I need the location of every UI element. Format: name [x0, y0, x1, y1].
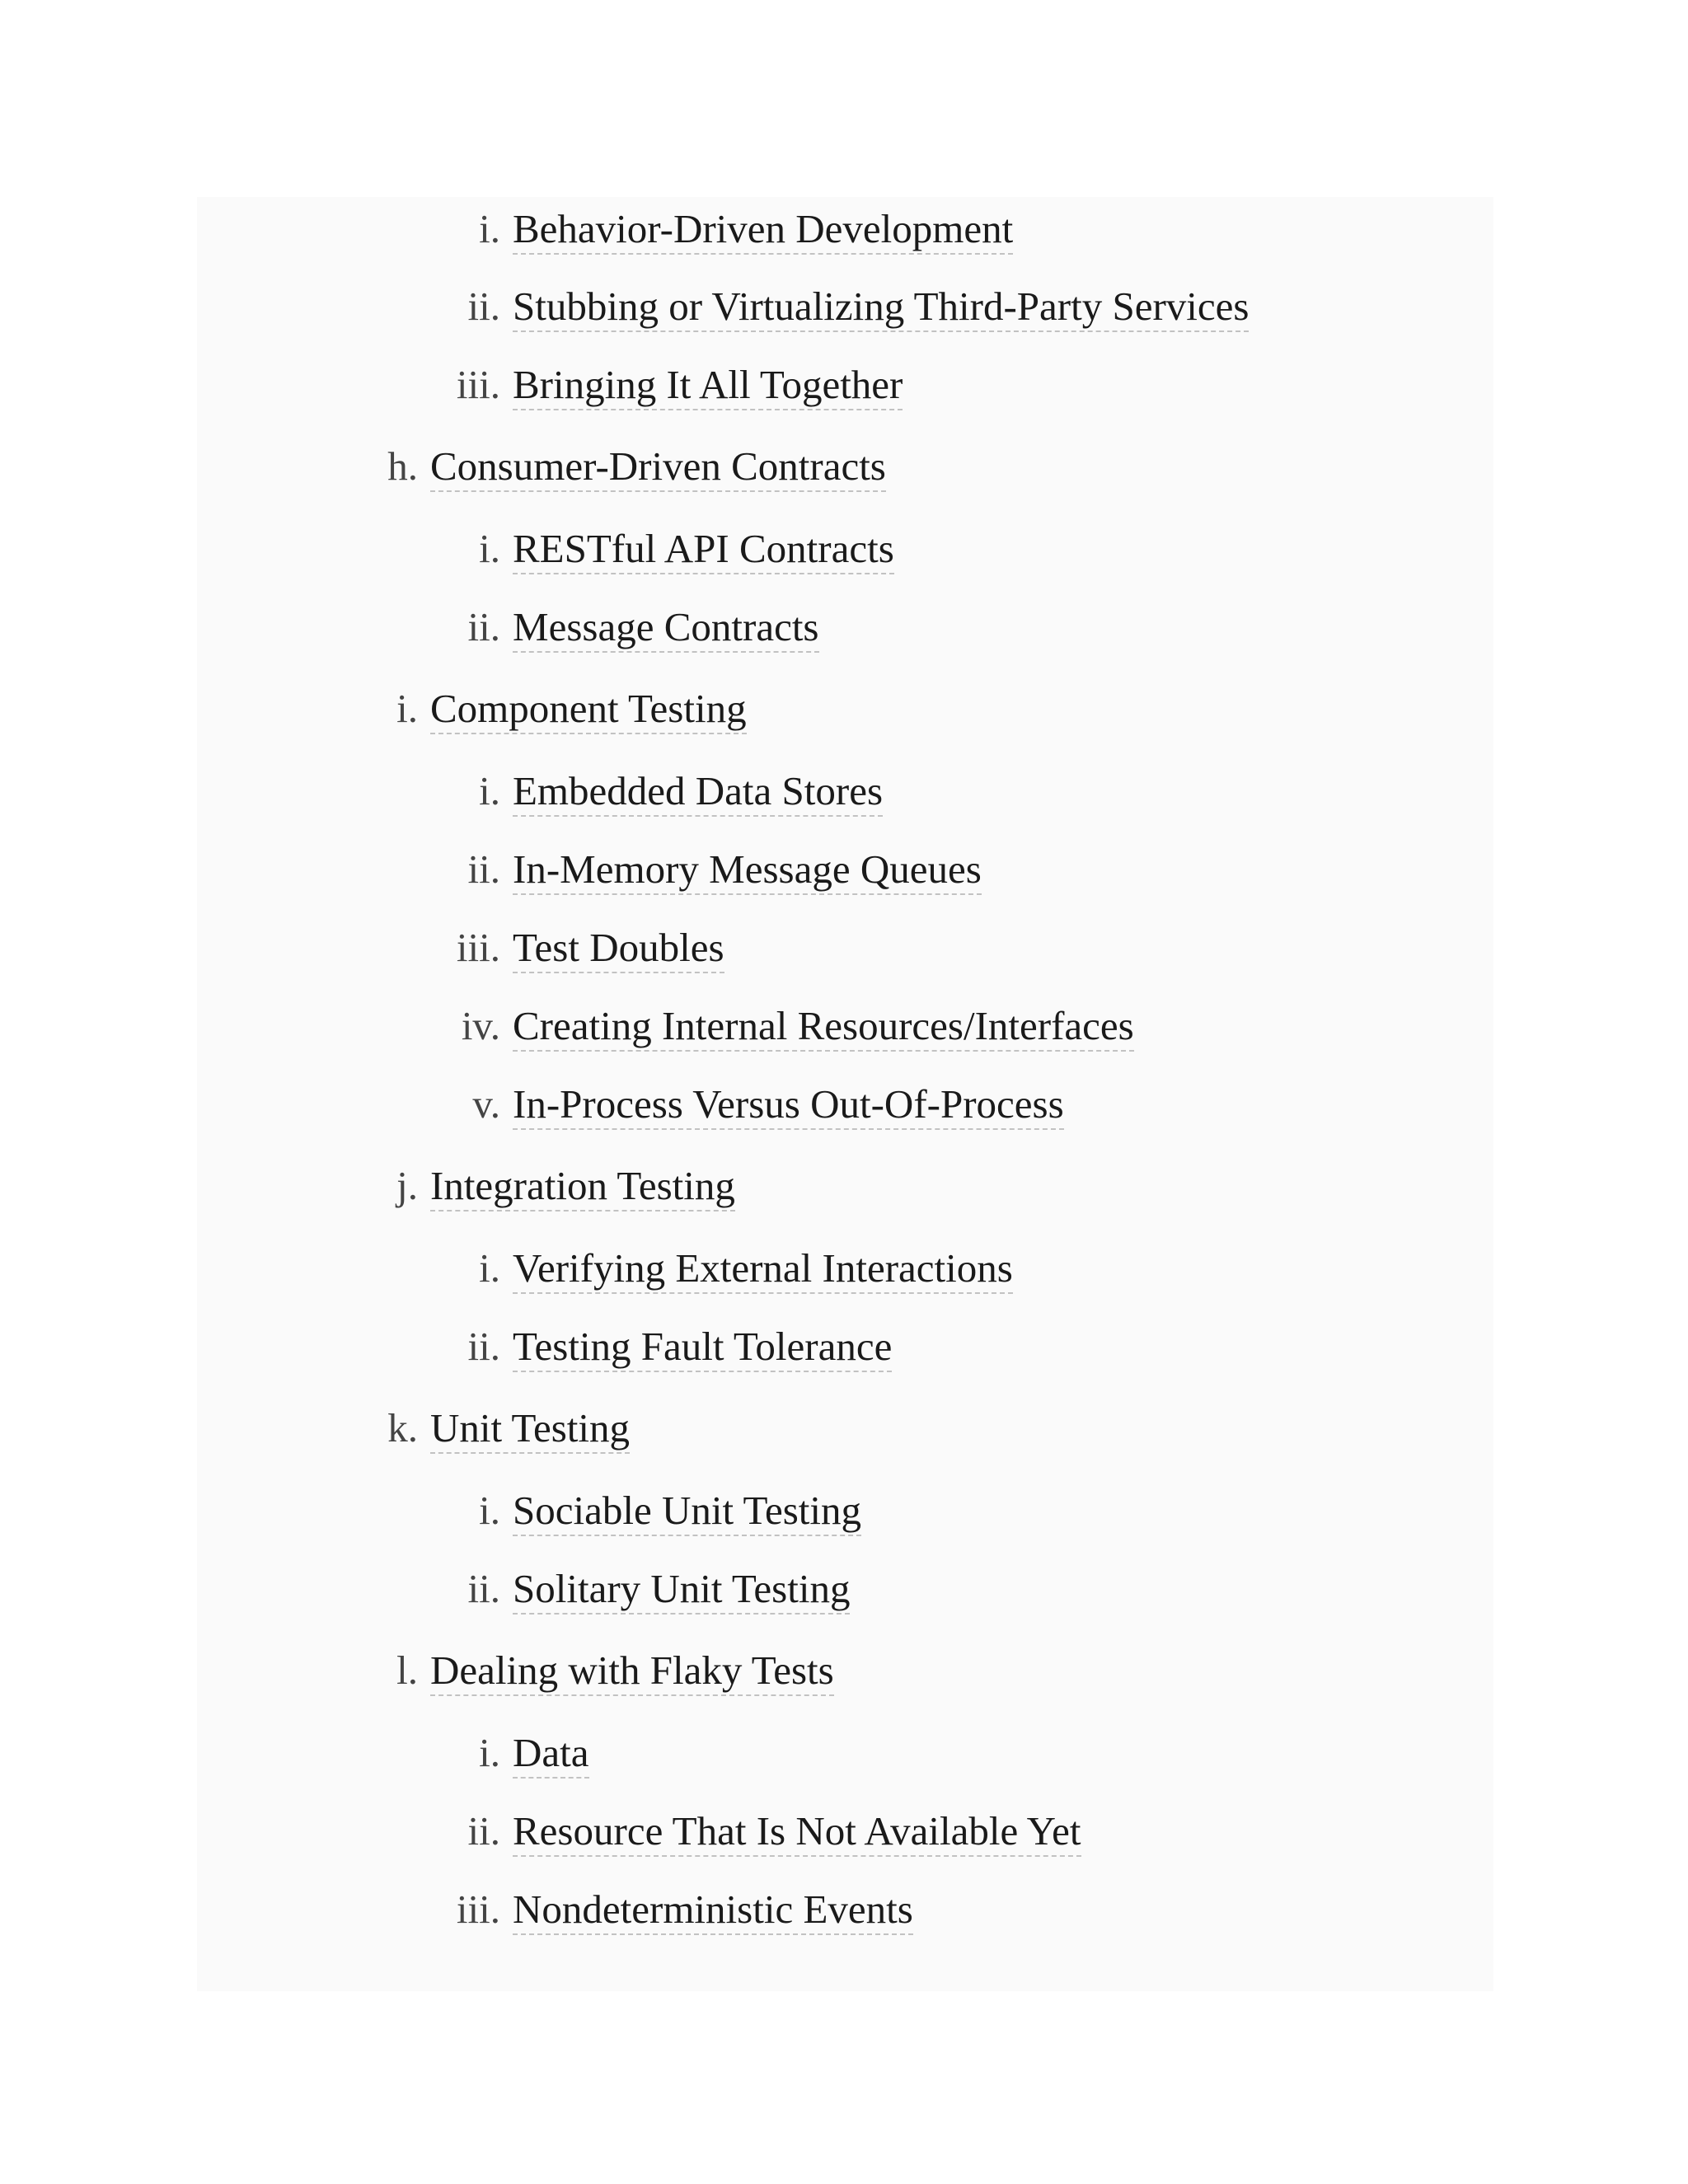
- toc-item-in-memory-message-queues: [197, 841, 1493, 898]
- toc-item-dealing-with-flaky-tests: [197, 1642, 1493, 1699]
- toc-item-creating-internal-resources: [197, 997, 1493, 1055]
- toc-link-consumer-driven-contracts[interactable]: Consumer-Driven Contracts: [430, 443, 886, 492]
- list-marker: ii.: [467, 846, 500, 892]
- list-marker: i.: [479, 526, 500, 571]
- toc-link-component-testing[interactable]: Component Testing: [430, 685, 747, 734]
- toc-item-bringing-it-all-together: [197, 356, 1493, 414]
- toc-item-integration-testing: [197, 1157, 1493, 1215]
- toc-item-behavior-driven-development: [197, 200, 1493, 258]
- toc-link-embedded-data-stores[interactable]: Embedded Data Stores: [513, 767, 883, 817]
- toc-item-message-contracts: [197, 598, 1493, 656]
- toc-item-restful-api-contracts: [197, 520, 1493, 578]
- table-of-contents-panel: [197, 197, 1493, 1991]
- list-marker: ii.: [467, 1808, 500, 1854]
- toc-item-embedded-data-stores: [197, 762, 1493, 820]
- list-marker: i.: [396, 686, 418, 731]
- toc-link-verifying-external-interactions[interactable]: Verifying External Interactions: [513, 1244, 1013, 1294]
- toc-link-bringing-it-all-together[interactable]: Bringing It All Together: [513, 361, 903, 410]
- toc-link-test-doubles[interactable]: Test Doubles: [513, 924, 724, 973]
- toc-link-in-process-versus-out-of-process[interactable]: In-Process Versus Out-Of-Process: [513, 1080, 1064, 1130]
- list-marker: iii.: [456, 1886, 500, 1932]
- toc-link-data[interactable]: Data: [513, 1729, 589, 1779]
- list-marker: h.: [387, 443, 418, 489]
- list-marker: ii.: [467, 604, 500, 649]
- list-marker: i.: [479, 768, 500, 813]
- toc-link-behavior-driven-development[interactable]: Behavior-Driven Development: [513, 205, 1013, 255]
- toc-link-resource-not-available-yet[interactable]: Resource That Is Not Available Yet: [513, 1807, 1081, 1857]
- toc-link-testing-fault-tolerance[interactable]: Testing Fault Tolerance: [513, 1323, 892, 1372]
- list-marker: ii.: [467, 284, 500, 329]
- list-marker: l.: [396, 1647, 418, 1693]
- list-marker: iii.: [456, 925, 500, 970]
- toc-link-in-memory-message-queues[interactable]: In-Memory Message Queues: [513, 846, 982, 895]
- toc-item-consumer-driven-contracts: [197, 438, 1493, 495]
- toc-item-nondeterministic-events: [197, 1881, 1493, 1938]
- toc-link-integration-testing[interactable]: Integration Testing: [430, 1162, 735, 1212]
- toc-item-data: [197, 1724, 1493, 1782]
- toc-link-nondeterministic-events[interactable]: Nondeterministic Events: [513, 1886, 913, 1935]
- list-marker: i.: [479, 206, 500, 251]
- toc-item-sociable-unit-testing: [197, 1482, 1493, 1540]
- list-marker: ii.: [467, 1324, 500, 1369]
- list-marker: i.: [479, 1245, 500, 1291]
- toc-link-sociable-unit-testing[interactable]: Sociable Unit Testing: [513, 1487, 861, 1536]
- toc-link-solitary-unit-testing[interactable]: Solitary Unit Testing: [513, 1565, 850, 1615]
- toc-item-test-doubles: [197, 919, 1493, 977]
- toc-link-message-contracts[interactable]: Message Contracts: [513, 603, 819, 653]
- list-marker: iv.: [461, 1003, 500, 1048]
- toc-link-dealing-with-flaky-tests[interactable]: Dealing with Flaky Tests: [430, 1647, 834, 1696]
- list-marker: iii.: [456, 362, 500, 407]
- list-marker: i.: [479, 1730, 500, 1775]
- list-marker: v.: [472, 1081, 500, 1127]
- toc-item-in-process-versus-out-of-process: [197, 1076, 1493, 1133]
- toc-item-resource-not-available-yet: [197, 1802, 1493, 1860]
- toc-item-unit-testing: [197, 1399, 1493, 1457]
- list-marker: k.: [387, 1405, 418, 1451]
- list-marker: j.: [396, 1163, 418, 1208]
- toc-link-stubbing-third-party-services[interactable]: Stubbing or Virtualizing Third-Party Services: [513, 283, 1249, 332]
- toc-item-stubbing-third-party-services: [197, 278, 1493, 335]
- list-marker: i.: [479, 1488, 500, 1533]
- list-marker: ii.: [467, 1566, 500, 1611]
- toc-link-unit-testing[interactable]: Unit Testing: [430, 1404, 630, 1454]
- toc-link-creating-internal-resources[interactable]: Creating Internal Resources/Interfaces: [513, 1002, 1134, 1052]
- toc-item-verifying-external-interactions: [197, 1240, 1493, 1297]
- toc-item-testing-fault-tolerance: [197, 1318, 1493, 1376]
- toc-item-solitary-unit-testing: [197, 1560, 1493, 1618]
- toc-link-restful-api-contracts[interactable]: RESTful API Contracts: [513, 525, 894, 574]
- toc-item-component-testing: [197, 680, 1493, 738]
